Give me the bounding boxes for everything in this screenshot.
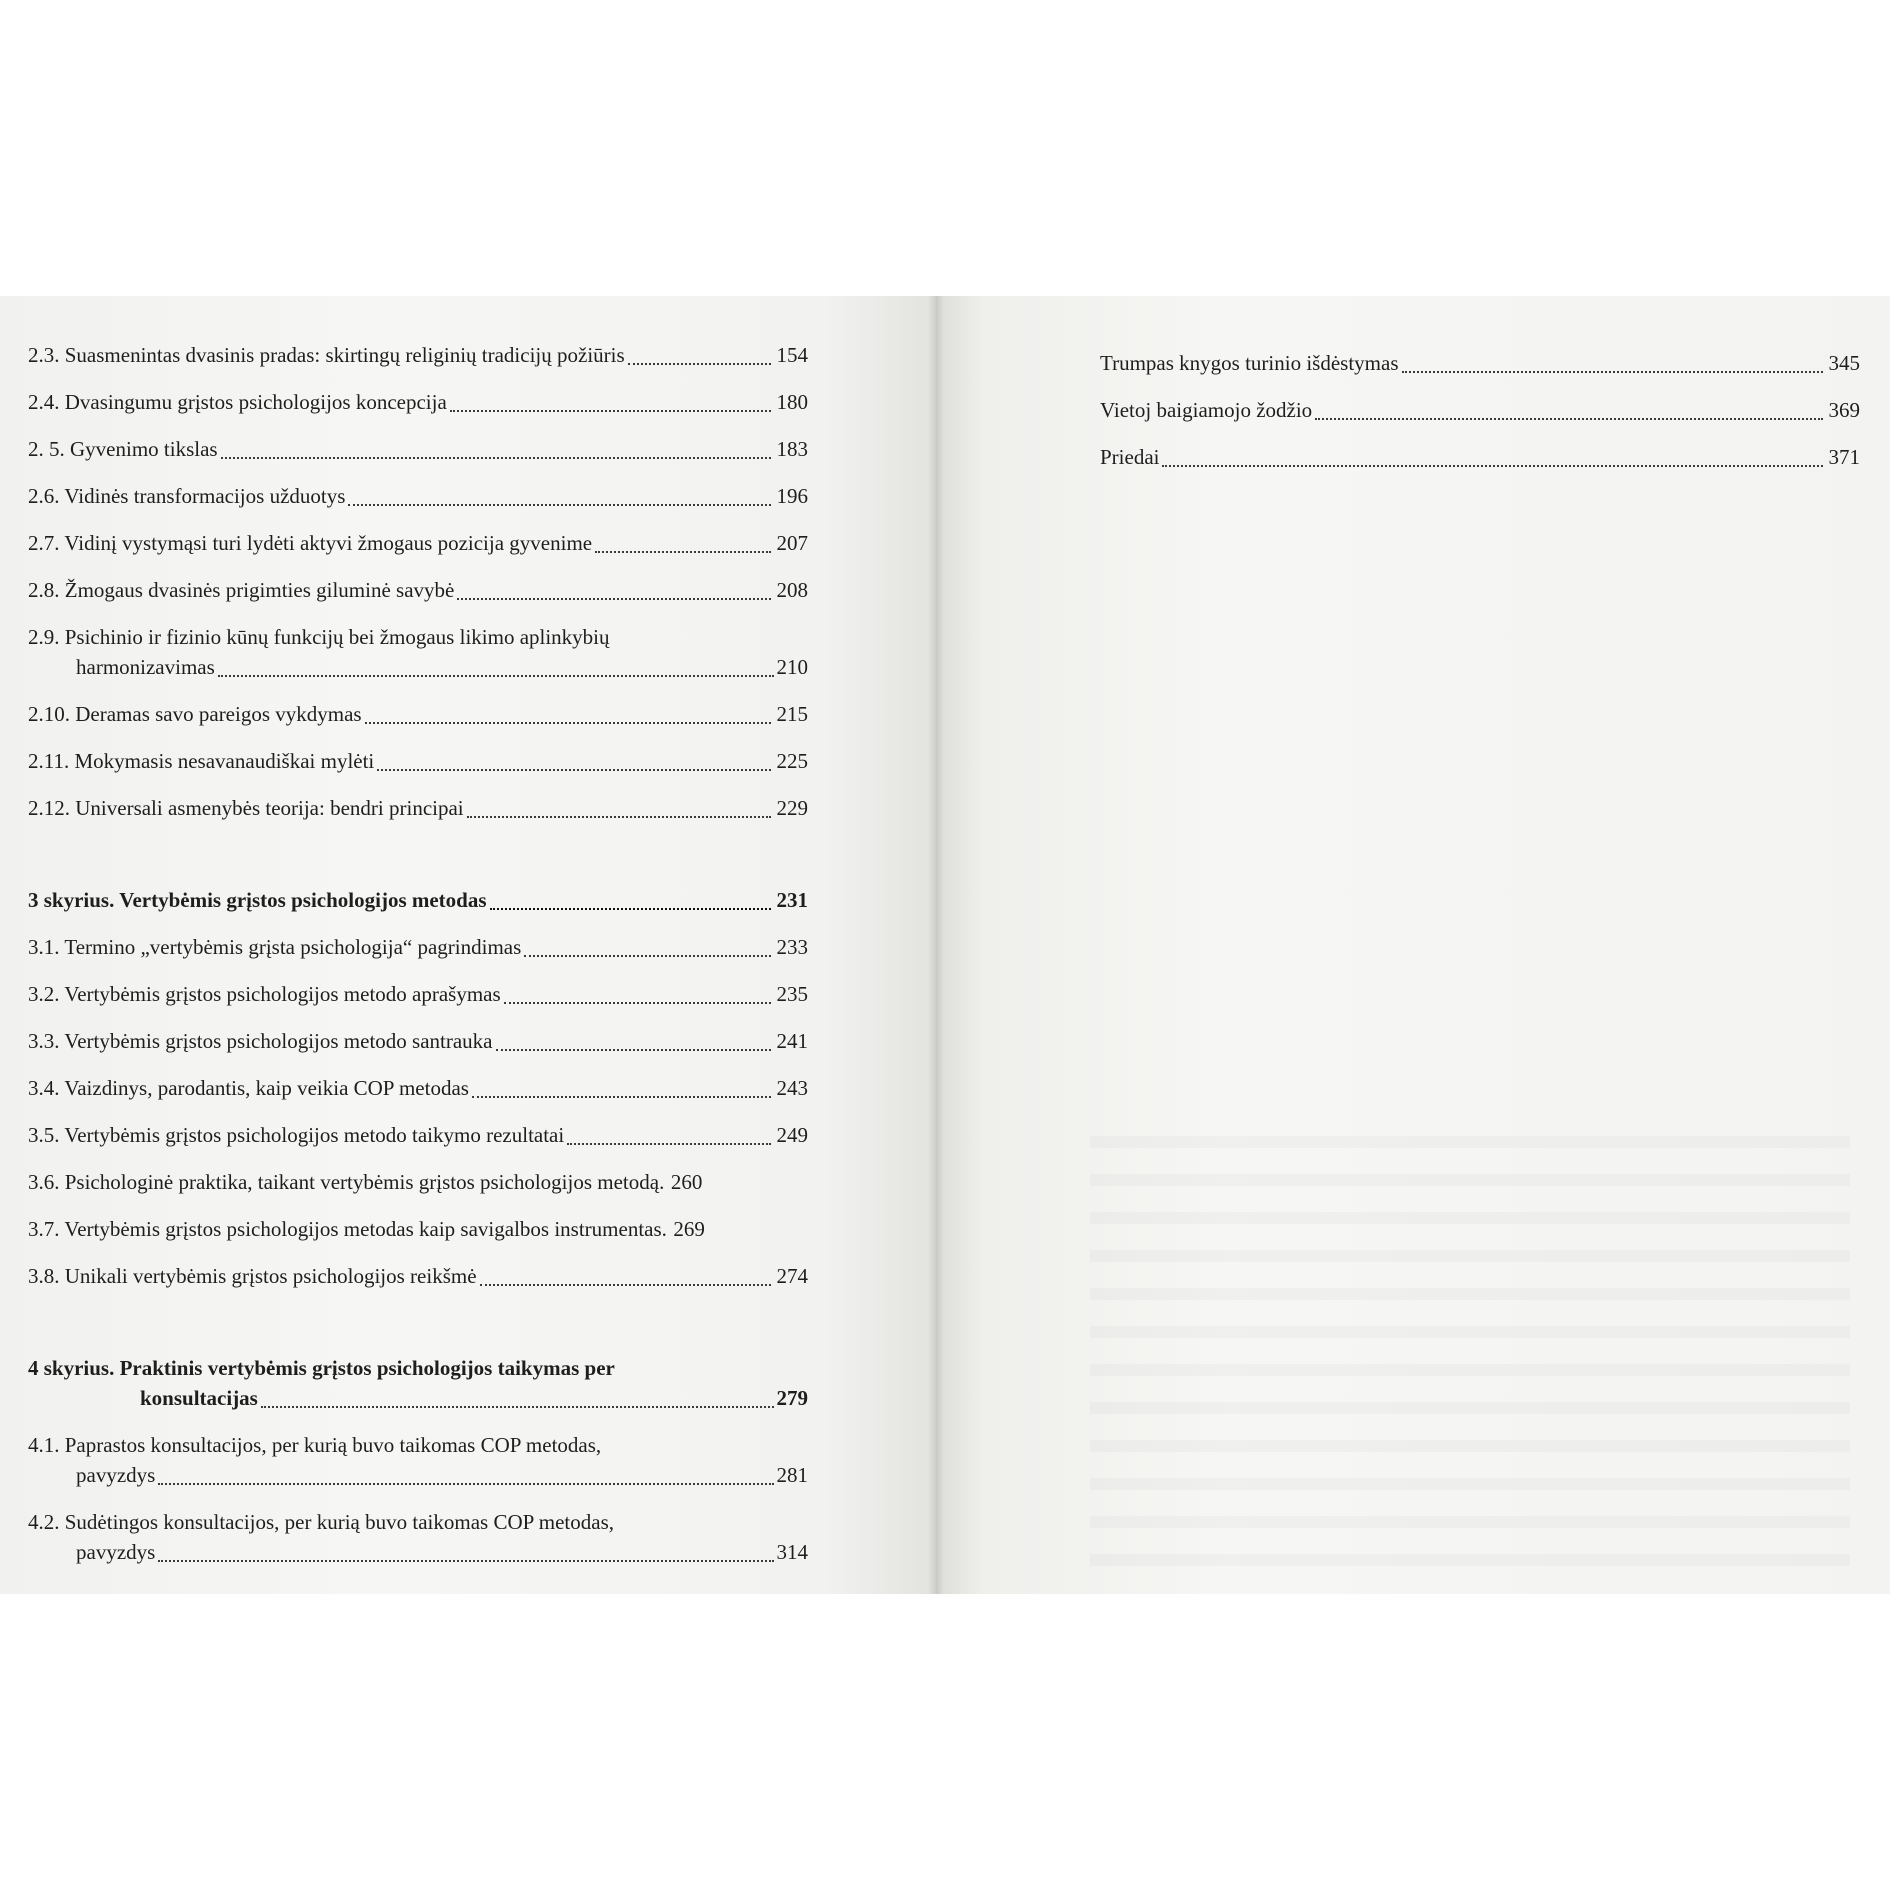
toc-title-continued: pavyzdys [76, 1463, 156, 1487]
toc-page: 233 [776, 935, 808, 959]
leader-dots [1402, 357, 1824, 373]
toc-page: 274 [776, 1264, 808, 1288]
toc-entry [28, 481, 808, 511]
toc-number: 2.12. [28, 796, 70, 820]
toc-entry [28, 793, 808, 823]
toc-number: 3.4. [28, 1076, 60, 1100]
toc-entry [28, 932, 808, 962]
toc-entry [28, 979, 808, 1009]
toc-entry [28, 1430, 808, 1490]
leader-dots [450, 396, 771, 412]
leader-dots [480, 1270, 771, 1286]
toc-number: 2.9. [28, 625, 60, 649]
toc-number: 3.3. [28, 1029, 60, 1053]
toc-number: 2. 5. [28, 437, 65, 461]
chapter-page: 231 [776, 888, 808, 912]
toc-entry [28, 699, 808, 729]
toc-entry [1100, 442, 1860, 472]
toc-page: 241 [776, 1029, 808, 1053]
toc-title: Suasmenintas dvasinis pradas: skirtingų religinių tradicijų požiūris [64, 343, 625, 367]
toc-title: Žmogaus dvasinės prigimties giluminė savybė [64, 578, 455, 602]
toc-number: 4.1. [28, 1433, 60, 1457]
toc-page: 235 [776, 982, 808, 1006]
toc-entry [28, 1026, 808, 1056]
toc-page: 345 [1828, 351, 1860, 375]
toc-title-continued: harmonizavimas [76, 655, 215, 679]
toc-page: 196 [776, 484, 808, 508]
toc-entry [28, 1261, 808, 1291]
toc-page: 183 [776, 437, 808, 461]
toc-entry [1100, 395, 1860, 425]
book-spread [0, 296, 1890, 1594]
chapter-title: 4 skyrius. Praktinis vertybėmis grįstos psichologijos taikymas per [28, 1356, 615, 1380]
toc-page: 269 [673, 1217, 705, 1241]
bleed-through-text [1090, 1136, 1850, 1576]
toc-number: 3.8. [28, 1264, 60, 1288]
toc-page: 249 [776, 1123, 808, 1147]
toc-number: 2.11. [28, 749, 70, 773]
leader-dots [158, 1469, 773, 1485]
toc-number: 3.7. [28, 1217, 60, 1241]
toc-entry [28, 387, 808, 417]
chapter-heading [28, 885, 808, 915]
chapter-title-continued: konsultacijas [140, 1386, 258, 1410]
leader-dots [158, 1546, 773, 1562]
leader-dots [567, 1129, 771, 1145]
toc-title: Deramas savo pareigos vykdymas [75, 702, 362, 726]
toc-page: 208 [776, 578, 808, 602]
toc-title: Vaizdinys, parodantis, kaip veikia COP metodas [64, 1076, 469, 1100]
leader-dots [365, 708, 771, 724]
toc-title: Dvasingumu grįstos psichologijos koncepcija [64, 390, 447, 414]
toc-number: 2.4. [28, 390, 60, 414]
toc-page: 369 [1828, 398, 1860, 422]
toc-title: Vertybėmis grįstos psichologijos metodo aprašymas [64, 982, 501, 1006]
leader-dots [524, 941, 771, 957]
toc-entry [28, 1214, 808, 1244]
leader-dots [377, 755, 771, 771]
chapter-heading [28, 1353, 808, 1413]
leader-dots [218, 661, 774, 677]
toc-title: Gyvenimo tikslas [70, 437, 218, 461]
toc-title: Vertybėmis grįstos psichologijos metodas kaip savigalbos instrumentas. [64, 1217, 667, 1241]
left-toc [28, 340, 808, 1567]
toc-number: 4.2. [28, 1510, 60, 1534]
toc-title: Paprastos konsultacijos, per kurią buvo taikomas COP metodas, [64, 1433, 602, 1457]
toc-page: 281 [776, 1463, 808, 1487]
toc-title: Vertybėmis grįstos psichologijos metodo santrauka [64, 1029, 493, 1053]
right-toc [1100, 348, 1860, 472]
toc-number: 2.6. [28, 484, 60, 508]
toc-page: 210 [776, 655, 808, 679]
toc-entry [28, 434, 808, 464]
toc-title: Vidinės transformacijos užduotys [64, 484, 346, 508]
toc-entry [28, 1507, 808, 1567]
toc-title: Vietoj baigiamojo žodžio [1100, 398, 1313, 422]
toc-entry [28, 1120, 808, 1150]
leader-dots [496, 1035, 772, 1051]
toc-page: 207 [776, 531, 808, 555]
chapter-title: 3 skyrius. Vertybėmis grįstos psichologijos metodas [28, 888, 487, 912]
leader-dots [472, 1082, 771, 1098]
toc-page: 260 [670, 1170, 703, 1194]
toc-page: 314 [776, 1540, 808, 1564]
leader-dots [261, 1392, 774, 1408]
toc-entry [28, 1167, 808, 1197]
leader-dots [490, 894, 771, 910]
toc-title: Mokymasis nesavanaudiškai mylėti [74, 749, 375, 773]
toc-number: 3.6. [28, 1170, 60, 1194]
toc-title: Psichologinė praktika, taikant vertybėmis grįstos psichologijos metodą. [64, 1170, 665, 1194]
toc-title: Trumpas knygos turinio išdėstymas [1100, 351, 1399, 375]
toc-number: 3.2. [28, 982, 60, 1006]
toc-number: 2.7. [28, 531, 60, 555]
leader-dots [1162, 451, 1823, 467]
toc-title: Sudėtingos konsultacijos, per kurią buvo taikomas COP metodas, [64, 1510, 615, 1534]
toc-page: 229 [776, 796, 808, 820]
toc-entry [28, 340, 808, 370]
toc-title: Vertybėmis grįstos psichologijos metodo taikymo rezultatai [64, 1123, 565, 1147]
toc-number: 3.1. [28, 935, 60, 959]
toc-title: Psichinio ir fizinio kūnų funkcijų bei žmogaus likimo aplinkybių [64, 625, 610, 649]
toc-entry [28, 746, 808, 776]
toc-entry [28, 575, 808, 605]
toc-title: Priedai [1100, 445, 1160, 469]
book-gutter [928, 296, 944, 1594]
toc-title: Vidinį vystymąsi turi lydėti aktyvi žmogaus pozicija gyvenime [64, 531, 593, 555]
leader-dots [221, 443, 771, 459]
leader-dots [504, 988, 771, 1004]
toc-page: 215 [776, 702, 808, 726]
toc-title: Universali asmenybės teorija: bendri principai [75, 796, 464, 820]
toc-page: 225 [776, 749, 808, 773]
leader-dots [467, 802, 771, 818]
chapter-page: 279 [776, 1386, 808, 1410]
toc-entry [28, 528, 808, 558]
leader-dots [628, 349, 771, 365]
toc-title: Unikali vertybėmis grįstos psichologijos reikšmė [64, 1264, 477, 1288]
toc-number: 2.8. [28, 578, 60, 602]
toc-page: 180 [776, 390, 808, 414]
toc-page: 243 [776, 1076, 808, 1100]
toc-page: 154 [776, 343, 808, 367]
toc-entry [1100, 348, 1860, 378]
toc-entry [28, 622, 808, 682]
toc-number: 3.5. [28, 1123, 60, 1147]
leader-dots [1315, 404, 1823, 420]
leader-dots [595, 537, 771, 553]
toc-entry [28, 1073, 808, 1103]
toc-number: 2.3. [28, 343, 60, 367]
leader-dots [457, 584, 771, 600]
toc-page: 371 [1828, 445, 1860, 469]
leader-dots [348, 490, 771, 506]
toc-title-continued: pavyzdys [76, 1540, 156, 1564]
toc-number: 2.10. [28, 702, 70, 726]
toc-title: Termino „vertybėmis grįsta psichologija“ pagrindimas [64, 935, 522, 959]
